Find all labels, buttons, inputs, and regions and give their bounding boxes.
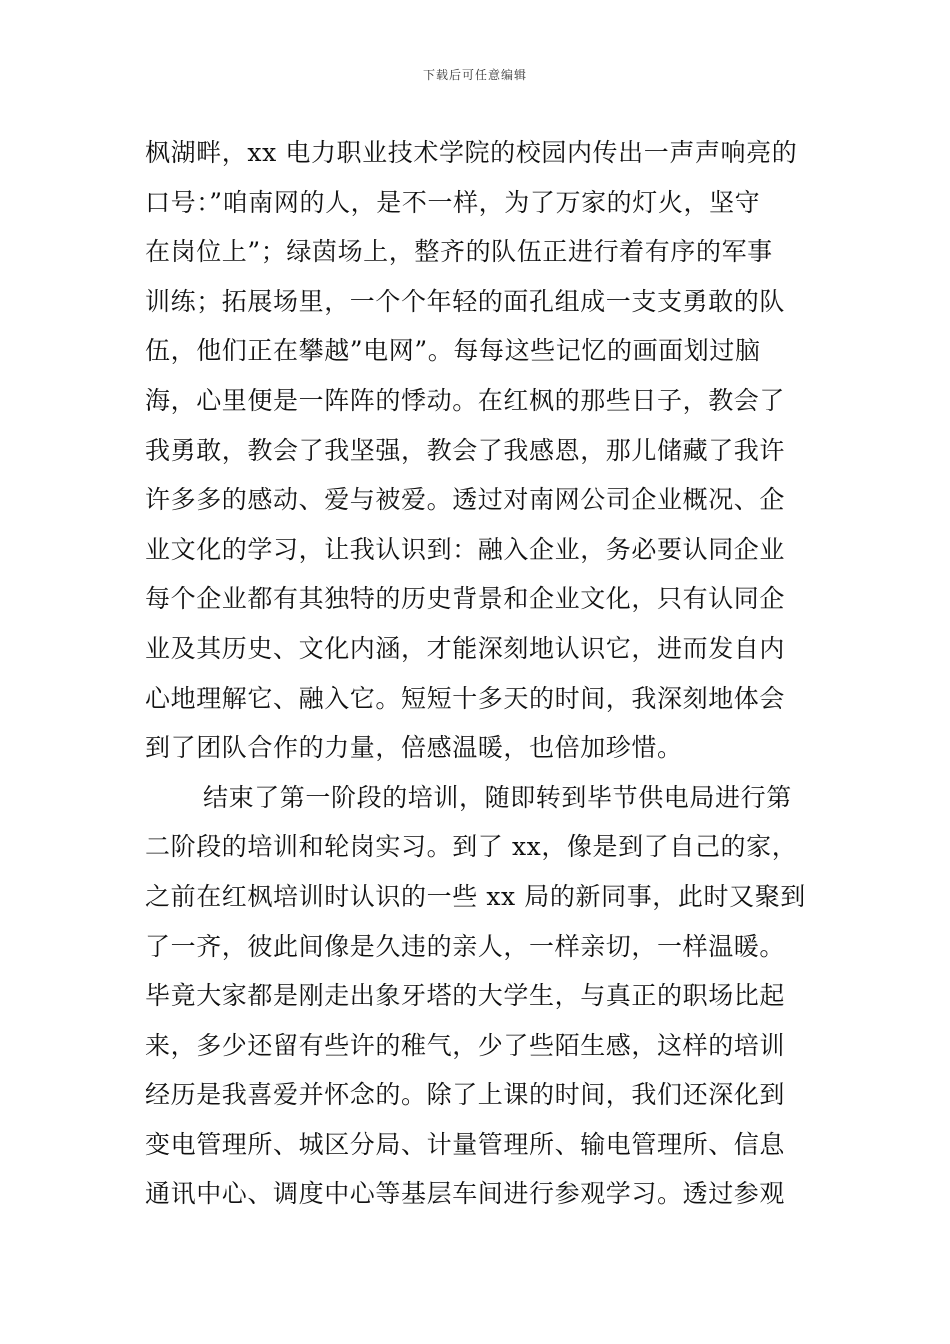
paragraph-start-line: 结束了第一阶段的培训，随即转到毕节供电局进行第 — [203, 782, 792, 812]
body-text — [145, 128, 810, 1219]
text-line: 业及其历史、文化内涵，才能深刻地认识它，进而发自内 — [145, 633, 786, 663]
text-line: 变电管理所、城区分局、计量管理所、输电管理所、信息 — [145, 1129, 786, 1159]
text-line: 每个企业都有其独特的历史背景和企业文化，只有认同企 — [145, 584, 786, 614]
text-line: 二阶段的培训和轮岗实习。到了 xx，像是到了自己的家， — [145, 832, 798, 862]
text-line: 海，心里便是一阵阵的悸动。在红枫的那些日子，教会了 — [145, 385, 786, 415]
text-line: 到了团队合作的力量，倍感温暖，也倍加珍惜。 — [145, 733, 683, 763]
text-line: 来，多少还留有些许的稚气，少了些陌生感，这样的培训 — [145, 1030, 786, 1060]
text-line: 毕竟大家都是刚走出象牙塔的大学生，与真正的职场比起 — [145, 981, 786, 1011]
header-note: 下载后可任意编辑 — [422, 68, 527, 82]
text-line: 口号：”咱南网的人，是不一样，为了万家的灯火，坚守 — [145, 187, 761, 217]
text-line: 在岗位上”；绿茵场上，整齐的队伍正进行着有序的军事 — [145, 237, 773, 267]
text-line: 心地理解它、融入它。短短十多天的时间，我深刻地体会 — [145, 683, 786, 713]
text-line: 伍，他们正在攀越”电网”。每每这些记忆的画面划过脑 — [145, 336, 761, 366]
text-line: 经历是我喜爱并怀念的。除了上课的时间，我们还深化到 — [145, 1080, 786, 1110]
text-line: 之前在红枫培训时认识的一些 xx 局的新同事，此时又聚到 — [145, 881, 806, 911]
text-line: 通讯中心、调度中心等基层车间进行参观学习。透过参观 — [145, 1179, 786, 1209]
text-line: 训练；拓展场里，一个个年轻的面孔组成一支支勇敢的队 — [145, 286, 786, 316]
text-line: 我勇敢，教会了我坚强，教会了我感恩，那儿储藏了我许 — [145, 435, 786, 465]
text-line: 了一齐，彼此间像是久违的亲人，一样亲切，一样温暖。 — [145, 931, 786, 961]
text-line: 许多多的感动、爱与被爱。透过对南网公司企业概况、企 — [145, 485, 786, 515]
text-line: 枫湖畔，xx 电力职业技术学院的校园内传出一声声响亮的 — [145, 138, 798, 167]
text-line: 业文化的学习，让我认识到：融入企业，务必要认同企业 — [145, 534, 786, 564]
